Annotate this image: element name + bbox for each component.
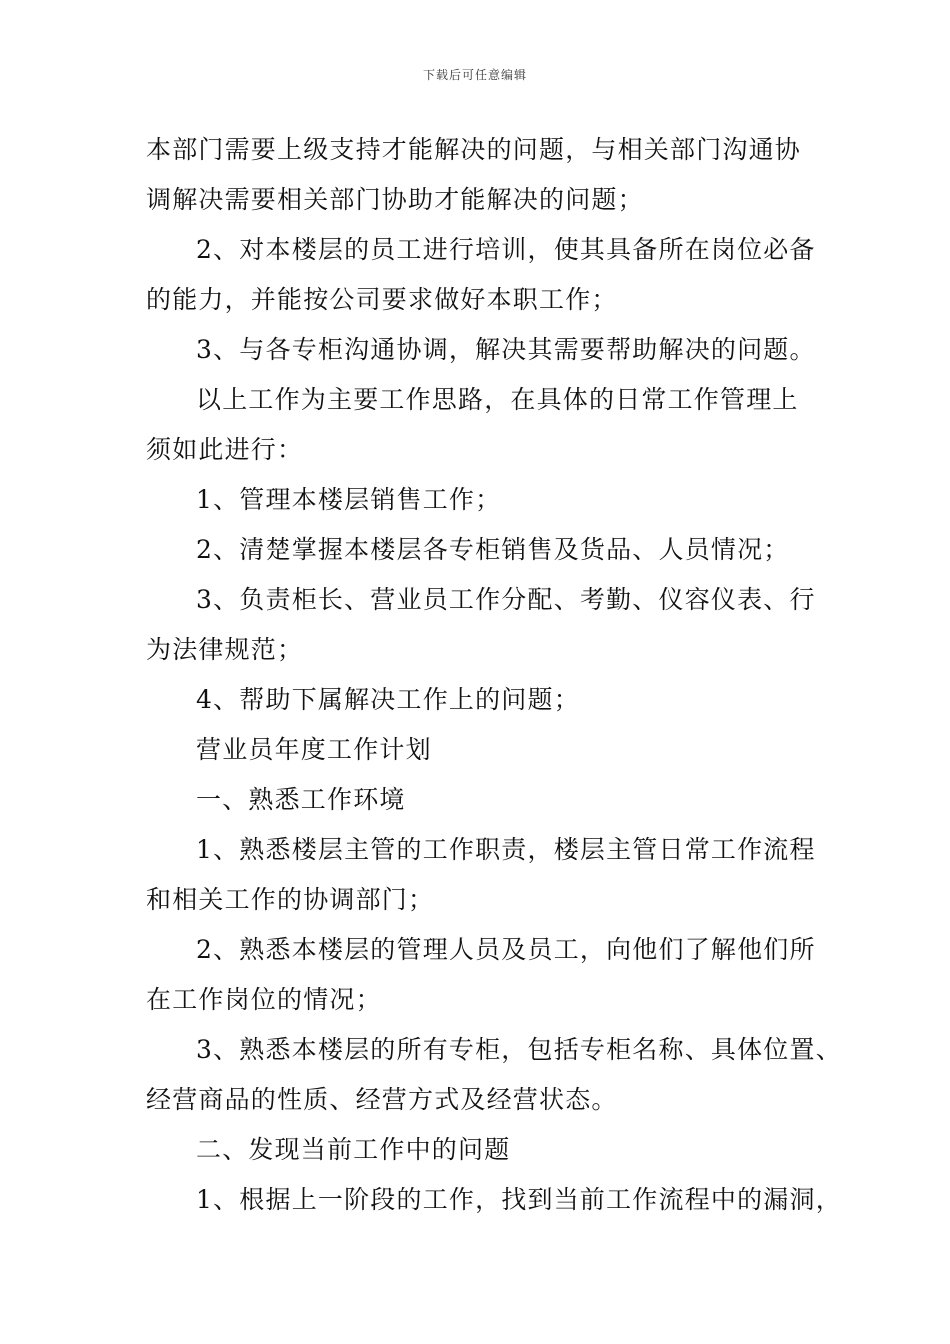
text-line: 4、帮助下属解决工作上的问题； bbox=[196, 685, 580, 714]
text-line: 和相关工作的协调部门； bbox=[146, 885, 435, 914]
text-line: 1、根据上一阶段的工作，找到当前工作流程中的漏洞， bbox=[196, 1185, 842, 1214]
text-line: 在工作岗位的情况； bbox=[146, 985, 382, 1014]
text-line: 的能力，并能按公司要求做好本职工作； bbox=[146, 285, 618, 314]
text-line: 3、负责柜长、营业员工作分配、考勤、仪容仪表、行 bbox=[196, 585, 816, 614]
text-line: 为法律规范； bbox=[146, 635, 304, 664]
section-heading: 二、发现当前工作中的问题 bbox=[196, 1135, 511, 1164]
text-line: 以上工作为主要工作思路，在具体的日常工作管理上 bbox=[196, 385, 799, 414]
text-line: 1、熟悉楼层主管的工作职责，楼层主管日常工作流程 bbox=[196, 835, 816, 864]
text-line: 调解决需要相关部门协助才能解决的问题； bbox=[146, 185, 644, 214]
document-body bbox=[146, 125, 842, 1225]
section-heading: 营业员年度工作计划 bbox=[196, 735, 432, 764]
text-line: 3、熟悉本楼层的所有专柜，包括专柜名称、具体位置、 bbox=[196, 1035, 842, 1064]
text-line: 3、与各专柜沟通协调，解决其需要帮助解决的问题。 bbox=[196, 335, 816, 364]
text-line: 2、熟悉本楼层的管理人员及员工，向他们了解他们所 bbox=[196, 935, 816, 964]
section-heading: 一、熟悉工作环境 bbox=[196, 785, 406, 814]
text-line: 2、清楚掌握本楼层各专柜销售及货品、人员情况； bbox=[196, 535, 790, 564]
text-line: 1、管理本楼层销售工作； bbox=[196, 485, 502, 514]
text-line: 2、对本楼层的员工进行培训，使其具备所在岗位必备 bbox=[196, 235, 816, 264]
text-line: 经营商品的性质、经营方式及经营状态。 bbox=[146, 1085, 618, 1114]
page-header-note: 下载后可任意编辑 bbox=[422, 68, 527, 82]
text-line: 须如此进行： bbox=[146, 435, 304, 464]
text-line: 本部门需要上级支持才能解决的问题，与相关部门沟通协 bbox=[146, 135, 802, 164]
